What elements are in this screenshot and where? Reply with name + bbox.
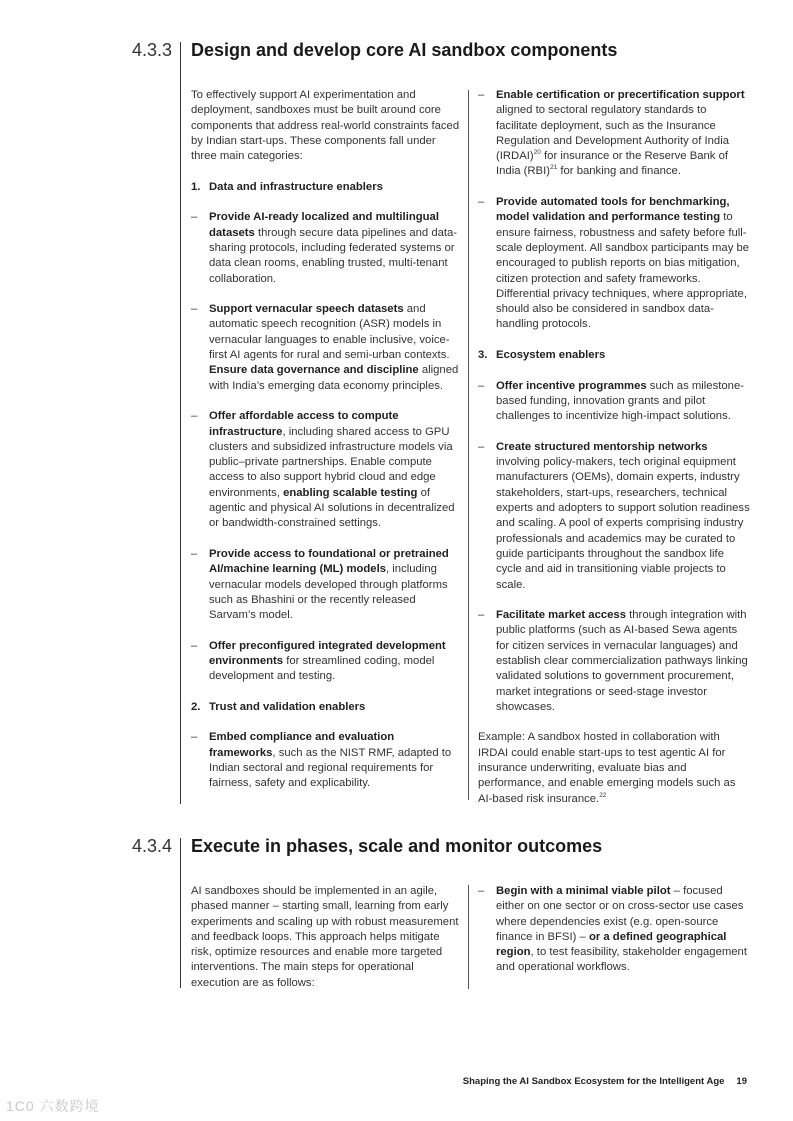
list-item: – Facilitate market access through integration with public platforms (such as AI-based Sewa agents for citizen services in vernacular languages) and establish clear commercialization pathways linking validated solutions to government procurement, market integrations or seed-stage investor showcases. bbox=[478, 609, 748, 713]
list-item: – Provide access to foundational or pretrained AI/machine learning (ML) models, including vernacular models developed through platforms such as Bhashini or the recently released Sarvam’s model. bbox=[191, 547, 449, 622]
category-heading: 3. Ecosystem enablers bbox=[478, 349, 606, 362]
list-item: – Embed compliance and evaluation frameworks, such as the NIST RMF, adapted to Indian sectoral and regional requirements for fairness, safety and explicability. bbox=[191, 731, 452, 790]
left-column bbox=[191, 884, 461, 991]
list-item: – Provide AI-ready localized and multilingual datasets through secure data pipelines and data-sharing protocols, including federated systems or data clean rooms, enabling trusted, multi-tenant collaboration. bbox=[191, 211, 458, 285]
column-divider bbox=[468, 90, 469, 800]
list-item: – Enable certification or precertification support aligned to sectoral regulatory standards to facilitate deployment, such as the Insurance Regulation and Development Authority of India (IRDAI)$^{20}$ for insurance or the Reserve Bank of India (RBI)$^{21}$ for banking and finance. bbox=[478, 89, 745, 178]
left-column bbox=[191, 88, 461, 792]
right-column bbox=[478, 884, 750, 976]
list-item: – Offer affordable access to compute infrastructure, including shared access to GPU clusters and subsidized infrastructure models via public–private partnerships. Enable compute access to also support hybrid cloud and edge environments, enabling scalable testing of agentic and physical AI solutions in decentralized or bandwidth-constrained settings. bbox=[191, 410, 455, 530]
list-item: – Offer incentive programmes such as milestone-based funding, innovation grants and pilot challenges to incentivize high-impact solutions. bbox=[478, 379, 744, 423]
intro-paragraph: AI sandboxes should be implemented in an agile, phased manner – starting small, learning from early experiments and scaling up with robust measurement and feedback loops. This approach helps mitigate risk, optimize resources and enable more targeted interventions. The main steps for operational execution are as follows: bbox=[191, 885, 459, 989]
list-item: – Provide automated tools for benchmarking, model validation and performance testing to ensure fairness, robustness and safety before full-scale deployment. All sandbox participants may be encouraged to publish reports on bias mitigation, citizen protection and safety frameworks. Differential privacy techniques, where appropriate, should also be considered in sandbox data-handling protocols. bbox=[478, 196, 750, 331]
section-rule bbox=[180, 838, 181, 988]
category-heading: 2. Trust and validation enablers bbox=[191, 700, 366, 713]
category-heading: 1. Data and infrastructure enablers bbox=[191, 180, 383, 193]
section-title: Execute in phases, scale and monitor outcomes bbox=[191, 836, 603, 856]
right-column bbox=[478, 88, 750, 807]
footer-title: Shaping the AI Sandbox Ecosystem for the Intelligent Age bbox=[462, 1076, 725, 1087]
list-item: – Create structured mentorship networks involving policy-makers, tech original equipment manufacturers (OEMs), domain experts, industry stakeholders, start-ups, researchers, technical experts and adopters to support solution readiness and scaling. A pool of experts comprising industry professionals and academics may be curated to guide participants throughout the sandbox life cycle and aid in transitioning viable projects to scale. bbox=[478, 440, 750, 591]
section-number: 4.3.3 bbox=[132, 40, 173, 60]
column-divider bbox=[468, 885, 469, 989]
page-number: 19 bbox=[736, 1076, 747, 1087]
list-item: – Support vernacular speech datasets and automatic speech recognition (ASR) models in vernacular languages to enable inclusive, voice-first AI agents for rural and semi-urban contexts. Ensure data governance and discipline aligned with India’s emerging data economy principles. bbox=[191, 303, 459, 392]
page-footer bbox=[463, 1076, 747, 1087]
list-item: – Begin with a minimal viable pilot – focused either on one sector or on cross-sector use cases where dependencies exist (e.g. open-source finance in BFSI) – or a defined geographical region, to test feasibility, stakeholder engagement and operational workflows. bbox=[478, 885, 747, 974]
section-title: Design and develop core AI sandbox components bbox=[191, 40, 618, 60]
section-number: 4.3.4 bbox=[132, 836, 173, 856]
example-paragraph: Example: A sandbox hosted in collaboration with IRDAI could enable start-ups to test agentic AI for insurance underwriting, evaluate bias and performance, and enable emerging models such as AI-based risk insurance.$^{22}$ bbox=[478, 731, 736, 805]
list-item: – Offer preconfigured integrated development environments for streamlined coding, model development and testing. bbox=[191, 639, 446, 683]
intro-paragraph: To effectively support AI experimentation and deployment, sandboxes must be built around core components that address real-world constraints faced by Indian start-ups. These components fall under three main categories: bbox=[191, 89, 460, 163]
watermark: 1C0 六数跨境 bbox=[6, 1098, 100, 1114]
section-rule bbox=[180, 42, 181, 804]
